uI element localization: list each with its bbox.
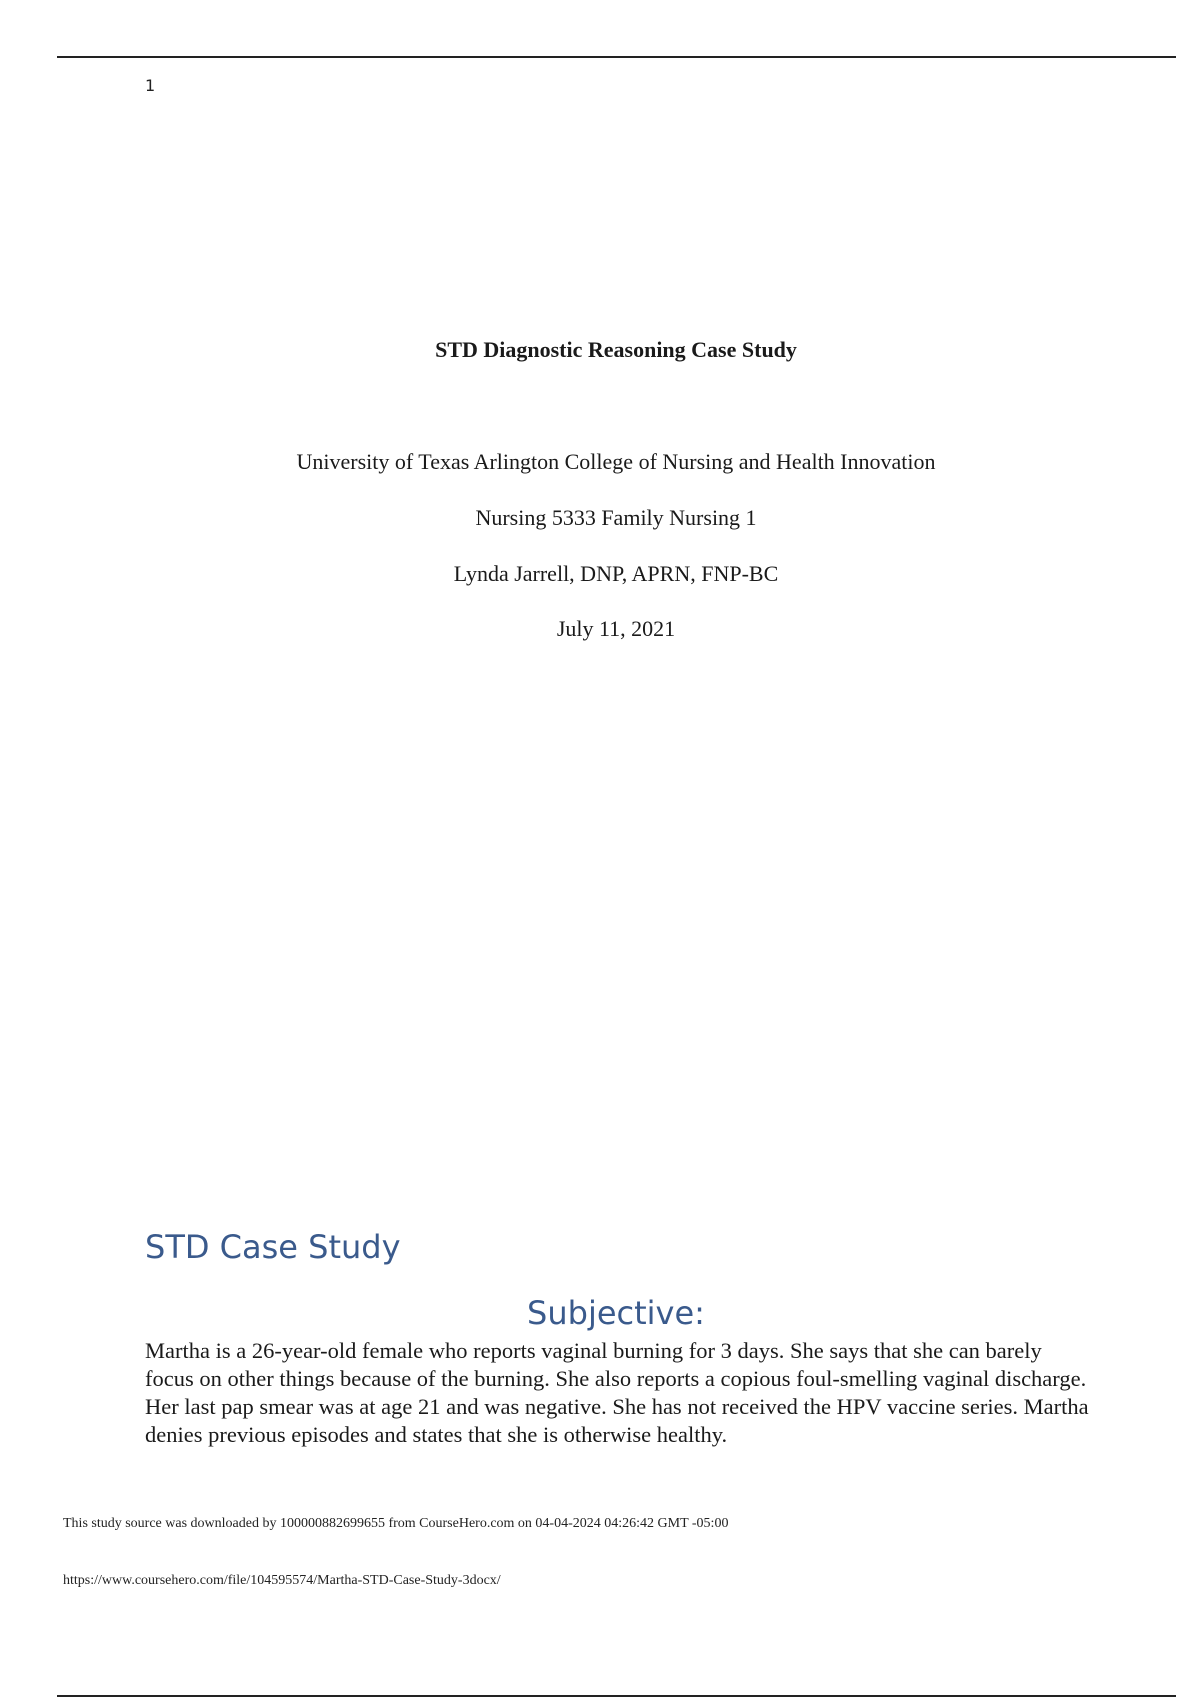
document-title: STD Diagnostic Reasoning Case Study [435,337,797,362]
instructor-line: Lynda Jarrell, DNP, APRN, FNP-BC [453,561,779,586]
course-line: Nursing 5333 Family Nursing 1 [475,505,757,530]
subjective-paragraph: Martha is a 26-year-old female who reports vaginal burning for 3 days. She says that she can barely focus on other things because of the burning. She also reports a copious foul-smelling vaginal discharge. Her last pap smear was at age 21 and was negative. She has not received the HPV vaccine series. Martha denies previous episodes and states that she is otherwise healthy. [145,1338,1089,1447]
page-number: 1 [145,76,156,95]
source-url: https://www.coursehero.com/file/104595574/Martha-STD-Case-Study-3docx/ [63,1573,501,1588]
title-block [0,336,1200,364]
section-heading: STD Case Study [145,1228,401,1266]
date-line: July 11, 2021 [556,616,676,641]
subsection-heading: Subjective: [527,1294,705,1332]
download-source-note: This study source was downloaded by 100000882699655 from CourseHero.com on 04-04-2024 04:26:42 GMT -05:00 [63,1516,729,1531]
footer-rule [57,1695,1176,1697]
institution-line: University of Texas Arlington College of Nursing and Health Innovation [296,449,936,474]
header-rule [57,56,1176,58]
